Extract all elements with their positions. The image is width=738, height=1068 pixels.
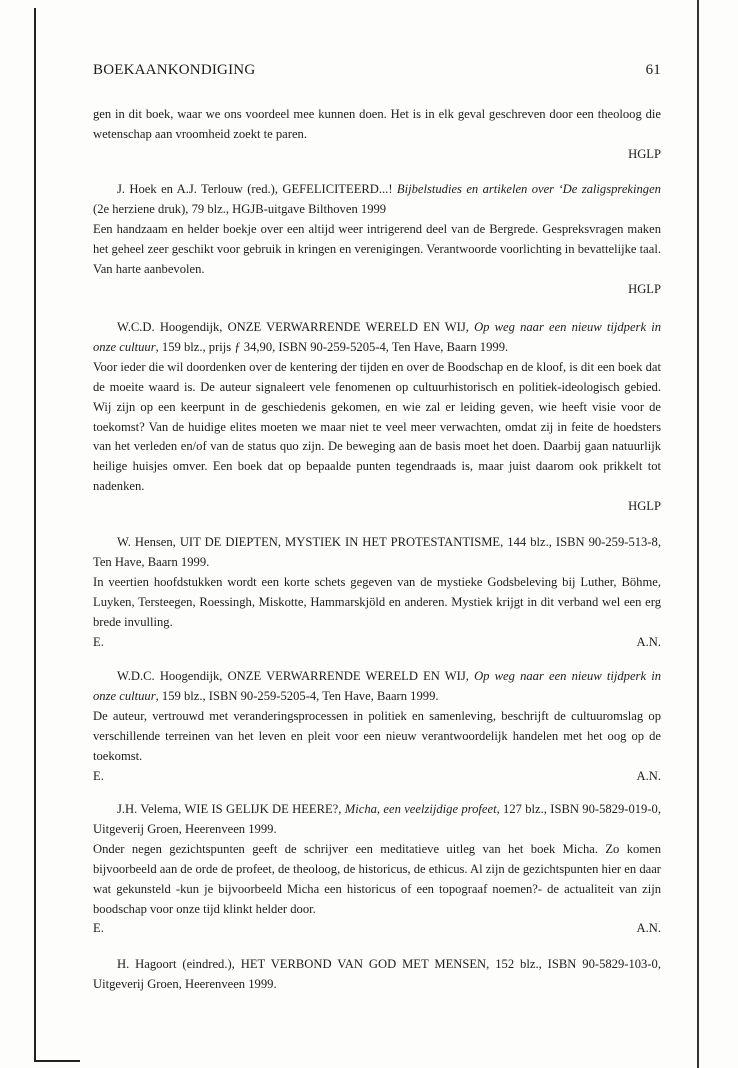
review-signature: HGLP <box>628 281 661 296</box>
page-binding-edge <box>34 8 36 1060</box>
review-body: Voor ieder die wil doordenken over de kentering der tijden en over de Boodschap en de kloof, is dit een boek dat de moeite waard is. De auteur signaleert vele fenomenen op cultuurhistorisch en politiek-ideologisch gebied. Wij zijn op een keerpunt in de geschiedenis gekomen, en wie zal er leiding geven, wie heeft visie voor de toekomst? Van de huidige elites moeten we maar niet te veel meer verwachten, omdat zij in feite de hoedsters van het verleden en/of van de status quo zijn. De beweging aan de basis moet het doen. Daarbij gaan natuurlijk heilige huisjes omver. Een boek dat op bepaalde punten tegendraads is, maar juist daarom ook prikkelt tot nadenken. <box>93 359 661 494</box>
book-review <box>93 180 661 299</box>
review-signature: A.N. <box>636 634 661 649</box>
book-review <box>93 318 661 517</box>
review-mark: E. <box>93 921 104 936</box>
review-footer <box>93 767 661 787</box>
review-body: Een handzaam en helder boekje over een altijd weer intrigerend deel van de Bergrede. Gespreksvragen maken het geheel zeer geschikt voor gebruik in kringen en verenigingen. Verantwoorde voorlichting in bevattelijke taal. Van harte aanbevolen. <box>93 221 661 276</box>
review-mark: E. <box>93 768 104 783</box>
page-right-edge <box>697 0 699 1068</box>
review-footer <box>93 919 661 939</box>
book-review <box>93 533 661 652</box>
review-citation: W.C.D. Hoogendijk, ONZE VERWARRENDE WERELD EN WIJ, Op weg naar een nieuw tijdperk in onze cultuur, 159 blz., prijs ƒ 34,90, ISBN 90-259-5205-4, Ten Have, Baarn 1999. <box>93 320 661 354</box>
review-mark: E. <box>93 634 104 649</box>
page-number: 61 <box>645 62 661 78</box>
review-signature: HGLP <box>628 499 661 514</box>
book-review <box>93 800 661 939</box>
review-signature: A.N. <box>636 921 661 936</box>
review-body: De auteur, vertrouwd met veranderingsprocessen in politiek en samenleving, beschrijft de cultuuromslag op verschillende terreinen van het leven en pleit voor een nieuw verantwoordelijk handelen met het oog op de toekomst. <box>93 708 661 763</box>
review-citation: W.D.C. Hoogendijk, ONZE VERWARRENDE WERELD EN WIJ, Op weg naar een nieuw tijdperk in onze cultuur, 159 blz., ISBN 90-259-5205-4, Ten Have, Baarn 1999. <box>93 669 661 703</box>
review-signature: HGLP <box>628 146 661 161</box>
review-citation: J.H. Velema, WIE IS GELIJK DE HEERE?, Micha, een veelzijdige profeet, 127 blz., ISBN 90-5829-019-0, Uitgeverij Groen, Heerenveen 1999. <box>93 802 661 836</box>
review-signature: A.N. <box>636 768 661 783</box>
review-citation: J. Hoek en A.J. Terlouw (red.), GEFELICITEERD...! Bijbelstudies en artikelen over ‘De zaligsprekingen (2e herziene druk), 79 blz., HGJB-uitgave Bilthoven 1999 <box>93 182 661 216</box>
running-title: BOEKAANKONDIGING <box>93 62 256 78</box>
page-bottom-edge <box>34 1060 80 1062</box>
review-body: Onder negen gezichtspunten geeft de schrijver een meditatieve uitleg van het boek Micha. Zo komen bijvoorbeeld aan de orde de profeet, de theoloog, de historicus, de ethicus. Al zijn de gezichtspunten hier en daar wat gekunsteld -kun je bijvoorbeeld Micha een historicus of een topograaf noemen?- de actualiteit van zijn boodschap voor onze tijd klinkt helder door. <box>93 841 661 916</box>
opening-paragraph <box>93 105 661 165</box>
review-footer <box>93 633 661 653</box>
review-body: In veertien hoofdstukken wordt een korte schets gegeven van de mystieke Godsbeleving bij Luther, Böhme, Luyken, Tersteegen, Roessingh, Miskotte, Hammarskjöld en anderen. Mystiek krijgt in dit verband wel een erg brede invulling. <box>93 574 661 629</box>
opening-text: gen in dit boek, waar we ons voordeel mee kunnen doen. Het is in elk geval geschreven door een theoloog die wetenschap aan vroomheid zoekt te paren. <box>93 107 661 141</box>
book-review <box>93 955 661 995</box>
review-citation: W. Hensen, UIT DE DIEPTEN, MYSTIEK IN HET PROTESTANTISME, 144 blz., ISBN 90-259-513-8, Ten Have, Baarn 1999. <box>93 535 661 569</box>
review-citation: H. Hagoort (eindred.), HET VERBOND VAN GOD MET MENSEN, 152 blz., ISBN 90-5829-103-0, Uitgeverij Groen, Heerenveen 1999. <box>93 957 661 991</box>
book-review <box>93 667 661 786</box>
